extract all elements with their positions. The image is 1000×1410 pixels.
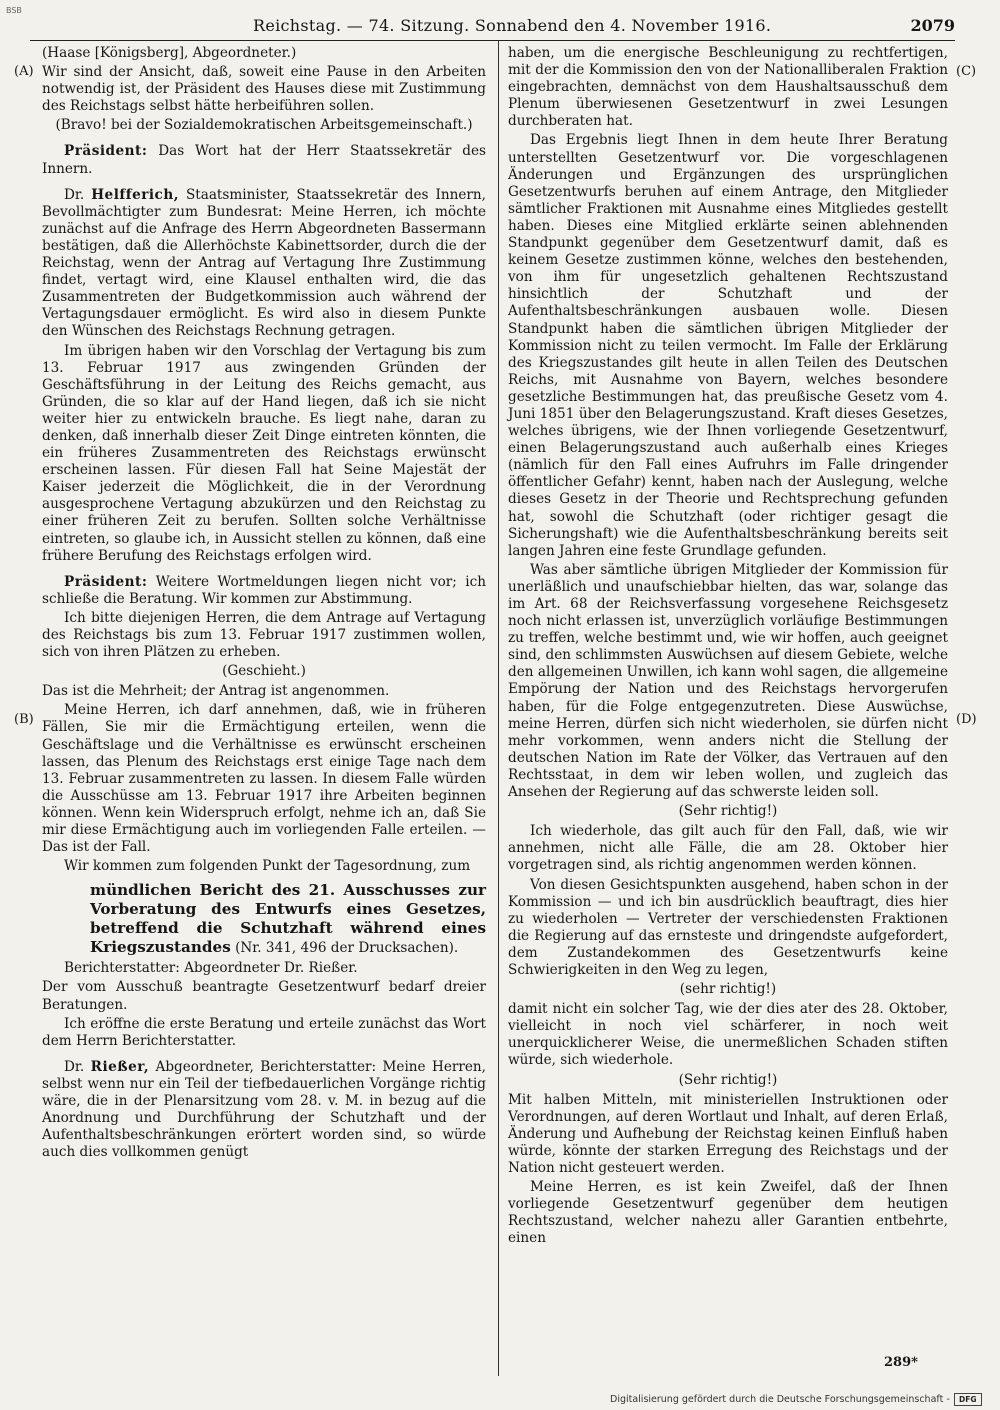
speaker-name: Präsident: [64, 573, 148, 590]
footer-text: Digitalisierung gefördert durch die Deutsche Forschungsgemeinschaft - [610, 1394, 950, 1405]
speaker-tag: (Haase [Königsberg], Abgeordneter.) [42, 45, 297, 61]
interjection: (Geschieht.) [222, 663, 306, 680]
page-header [253, 16, 955, 38]
interjection: (sehr richtig!) [679, 981, 777, 998]
paragraph: Was aber sämtliche übrigen Mitglieder der Kommission für unerläßlich und unaufschiebbar hielten, das war, solange das im Art. 68 der Reichsverfassung vorgesehene Reichsgesetz noch nicht erlassen ist, unverzüglich vorläufige Bestimmungen zu treffen, welche bestimmt und, wie wir hoffen, auch geeignet sind, den schlimmsten Auswüchsen auf diesem Gebiete, welche den allgemeinen Unwillen, ich kann wohl sagen, die allgemeine Empörung der Nation und des Reichstags hervorgerufen haben, für die Folge entgegenzutreten. Diese Auswüchse, meine Herren, dürfen sich nicht wiederholen, sie dürfen nicht mehr vorkommen, wenn anders nicht die Stellung der deutschen Nation im Rate der Völker, das Vertrauen auf den Rechtsstaat, in dem wir leben wollen, und zugleich das Ansehen der Regierung auf das schwerste leiden soll. [508, 561, 948, 801]
column-divider [498, 41, 499, 1376]
footer [610, 1393, 982, 1406]
page-number: 2079 [910, 16, 955, 35]
margin-mark-c: (C) [956, 64, 977, 79]
paragraph: Wir kommen zum folgenden Punkt der Tagesordnung, zum [64, 858, 471, 875]
paragraph: Dr. Rießer, Abgeordneter, Berichterstatter: Meine Herren, selbst wenn nur ein Teil der tiefbedauerlichen Vorgänge richtig wäre, die in der Plenarsitzung vom 28. v. M. in bezug auf die Anordnung und Durchführung der Schutzhaft und der Aufenthaltsbeschränkungen erörtert worden sind, so würde auch dies vollkommen genügt [42, 1058, 487, 1161]
paragraph: Wir sind der Ansicht, daß, soweit eine Pause in den Arbeiten notwendig ist, der Präsident des Hauses diese mit Zustimmung des Reichstags selbst hätte herbeiführen sollen. [42, 64, 486, 115]
interjection: (Sehr richtig!) [678, 803, 778, 820]
left-column [42, 45, 486, 1163]
paragraph: Im übrigen haben wir den Vorschlag der Vertagung bis zum 13. Februar 1917 aus zwingenden Gründen der Geschäftsführung in der Leitung des Reichs gemacht, aus Gründen, die so klar auf der Hand liegen, daß ich sie nicht weiter hier zu entwickeln brauche. Es liegt nahe, daran zu denken, daß innerhalb dieser Zeit Dinge eintreten könnten, die ein früheres Zusammentreten des Reichstags erwünscht erscheinen lassen. Für diesen Fall hat Seine Majestät der Kaiser jederzeit die Möglichkeit, die in der Verordnung ausgesprochene Vertagung abzukürzen und den Reichstag zu einer früheren Zeit zu berufen. Sollten solche Verhältnisse eintreten, so glaube ich, in Aussicht stellen zu können, daß eine frühere Berufung des Reichstags erfolgen wird. [42, 342, 486, 564]
library-mark: BSB [6, 6, 22, 15]
signature-mark: 289* [884, 1355, 918, 1370]
paragraph: Der vom Ausschuß beantragte Gesetzentwurf bedarf dreier Beratungen. [42, 979, 486, 1013]
paragraph: Das ist die Mehrheit; der Antrag ist angenommen. [42, 683, 390, 700]
paragraph: Präsident: Weitere Wortmeldungen liegen nicht vor; ich schließe die Beratung. Wir kommen zur Abstimmung. [42, 573, 486, 607]
paragraph: Meine Herren, es ist kein Zweifel, daß der Ihnen vorliegende Gesetzentwurf gegenüber dem heutigen Rechtszustand, welcher nahezu aller Garantien entbehrte, einen [508, 1179, 948, 1247]
paragraph: damit nicht ein solcher Tag, wie der dies ater des 28. Oktober, vielleicht in noch viel schärferer, in noch weit unerquicklicherer Weise, die unermeßlichen Schaden stiften würde, sich wiederhole. [508, 1001, 948, 1069]
speaker-name: Helfferich, [91, 186, 179, 203]
paragraph: Berichterstatter: Abgeordneter Dr. Rießer. [64, 960, 358, 977]
dfg-logo: DFG [954, 1393, 982, 1406]
paragraph: Ich bitte diejenigen Herren, die dem Antrage auf Vertagung des Reichstags bis zum 13. Februar 1917 zustimmen wollen, sich von ihren Plätzen zu erheben. [42, 609, 486, 661]
paragraph: Dr. Helfferich, Staatsminister, Staatssekretär des Innern, Bevollmächtigter zum Bundesrat: Meine Herren, ich möchte zunächst auf die Anfrage des Herrn Abgeordneten Bassermann bestätigen, daß die Allerhöchste Kabinettsorder, durch die der Reichstag, wenn der Antrag auf Vertagung Ihre Zustimmung findet, vertagt wird, eine Klausel enthalten wird, die das Zusammentreten der Budgetkommission auch während der Vertagungsdauer ermöglicht. Es wird also in diesem Punkte den Wünschen des Reichstags Rechnung getragen. [42, 186, 486, 340]
right-column [508, 45, 948, 1249]
interjection: (Bravo! bei der Sozialdemokratischen Arbeitsgemeinschaft.) [55, 117, 473, 134]
running-title: Reichstag. — 74. Sitzung. Sonnabend den 4. November 1916. [253, 16, 772, 35]
margin-mark-a: (A) [14, 64, 34, 79]
interjection: (Sehr richtig!) [678, 1071, 778, 1088]
paragraph: Ich wiederhole, das gilt auch für den Fall, daß, wie wir annehmen, nicht alle Fälle, die am 28. Oktober hier vorgetragen sind, als richtig angenommen werden können. [508, 823, 948, 874]
paragraph: Das Ergebnis liegt Ihnen in dem heute Ihrer Beratung unterstellten Gesetzentwurf vor. Die vorgeschlagenen Änderungen und Ergänzungen des ursprünglichen Gesetzentwurfs beruhen auf einem Antrage, den Mitglieder sämtlicher Fraktionen mit Ausnahme eines Mitgliedes gestellt haben. Dieses eine Mitglied erklärte seinen ablehnenden Standpunkt gegenüber dem Gesetzentwurf damit, daß es keinem Gesetze zustimmen könne, welches den bestehenden, von ihm für ungesetzlich gehaltenen Rechtszustand hinsichtlich der Schutzhaft und der Aufenthaltsbeschränkungen ausbauen wolle. Diesen Standpunkt haben die sämtlichen übrigen Mitglieder der Kommission nicht zu teilen vermocht. Im Falle der Erklärung des Kriegszustandes gilt heute in allen Teilen des Deutschen Reichs, mit Ausnahme von Bayern, welches besondere gesetzliche Bestimmungen hat, das preußische Gesetz vom 4. Juni 1851 über den Belagerungszustand. Kraft dieses Gesetzes, welches übrigens, wie der Ihnen vorliegende Gesetzentwurf, einen Belagerungszustand auch außerhalb eines Krieges (nämlich für den Fall eines Aufruhrs im Falle dringender öffentlicher Gefahr) kennt, haben nach der Auslegung, welche dieses Gesetz in der Theorie und Rechtsprechung gefunden hat, sowohl die Schutzhaft (oder richtiger gesagt die Sicherungshaft) wie die Aufenthaltsbeschränkung bereits seit langen Jahren eine feste Grundlage gefunden. [508, 132, 948, 559]
paragraph: Von diesen Gesichtspunkten ausgehend, haben schon in der Kommission — und ich bin ausdrücklich beauftragt, dies hier zu wiederholen — Vertreter der verschiedensten Fraktionen die Regierung auf das ernsteste und dringendste aufgefordert, dem Zustandekommen des Gesetzentwurfs keine Schwierigkeiten in den Weg zu legen, [508, 876, 948, 978]
paragraph: haben, um die energische Beschleunigung zu rechtfertigen, mit der die Kommission den von der Nationalliberalen Fraktion eingebrachten, demnächst von dem Haushaltsausschuß dem Plenum überwiesenen Gesetzentwurf in zwei Lesungen durchberaten hat. [508, 45, 948, 130]
speaker-name: Präsident: [64, 143, 148, 160]
paragraph: Mit halben Mitteln, mit ministeriellen Instruktionen oder Verordnungen, auf deren Wortlaut und Inhalt, auf deren Erlaß, Änderung und Aufhebung der Reichstag keinen Einfluß haben würde, könnte der starken Erregung des Reichstags und der Nation nicht gesteuert werden. [508, 1091, 948, 1176]
margin-mark-d: (D) [956, 712, 977, 727]
paragraph: Präsident: Das Wort hat der Herr Staatssekretär des Innern. [42, 143, 486, 177]
agenda-item: mündlichen Bericht des 21. Ausschusses zur Vorberatung des Entwurfs eines Gesetzes, betreffend die Schutzhaft während eines Kriegszustandes (Nr. 341, 496 der Drucksachen). [90, 881, 486, 957]
paragraph: Meine Herren, ich darf annehmen, daß, wie in früheren Fällen, Sie mir die Ermächtigung erteilen, wenn die Geschäftslage und die Verhältnisse es erwünscht erscheinen lassen, das Plenum des Reichstags erst einige Tage nach dem 13. Februar zusammentreten zu lassen. In diesem Falle würden die Ausschüsse am 13. Februar 1917 ihre Arbeiten beginnen können. Wenn kein Widerspruch erfolgt, nehme ich an, daß Sie mir diese Ermächtigung auch im vorliegenden Falle erteilen. — Das ist der Fall. [42, 702, 486, 856]
speaker-name: Rießer, [90, 1058, 150, 1075]
header-rule [30, 40, 955, 41]
margin-mark-b: (B) [14, 712, 34, 727]
paragraph: Ich eröffne die erste Beratung und erteile zunächst das Wort dem Herrn Berichterstatter. [42, 1015, 486, 1049]
